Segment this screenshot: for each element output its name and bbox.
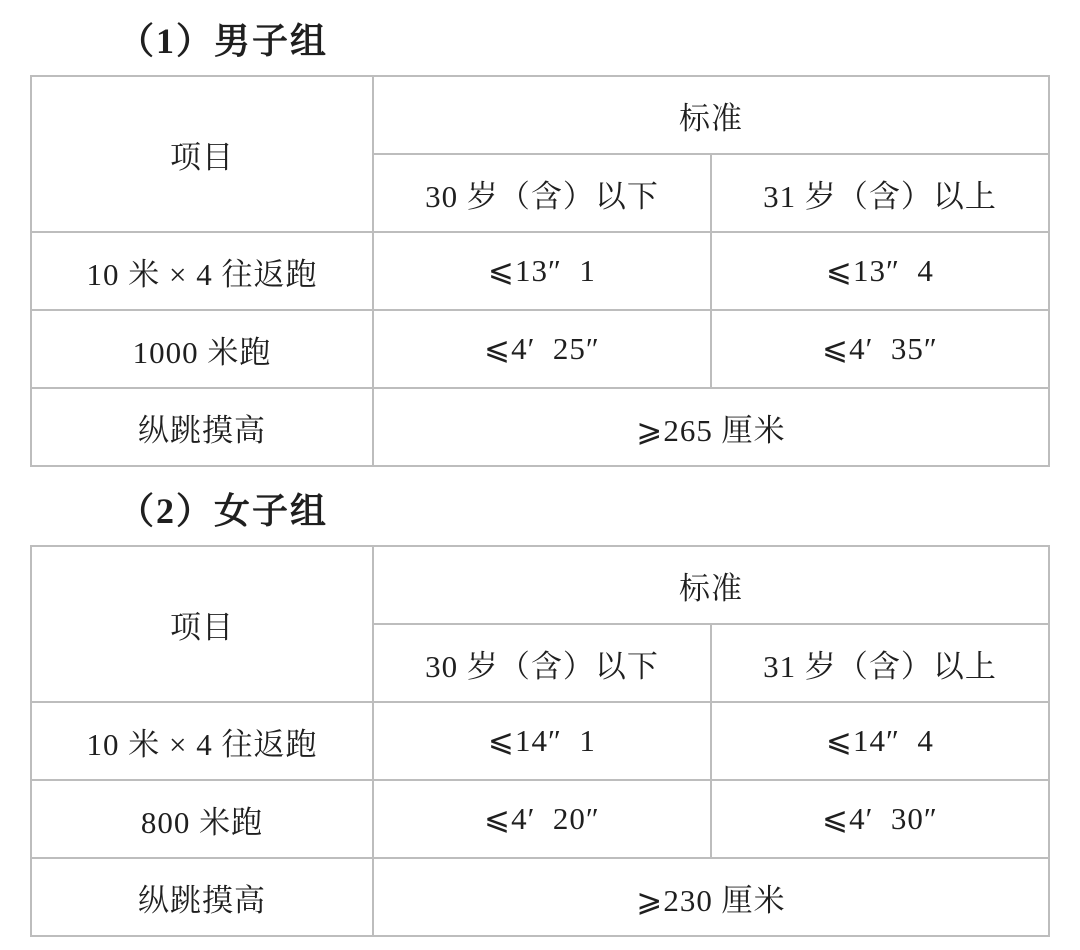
row-item: 10 米 × 4 往返跑 xyxy=(31,702,373,780)
section-women xyxy=(30,490,1048,937)
row-value-over31: ⩽4′ 35″ xyxy=(711,310,1049,388)
section-men xyxy=(30,20,1048,467)
age-column-over31: 31 岁（含）以上 xyxy=(711,624,1049,702)
standard-header-cell: 标准 xyxy=(373,546,1049,624)
item-header-cell: 项目 xyxy=(31,76,373,232)
row-item: 纵跳摸高 xyxy=(31,858,373,936)
table-row xyxy=(31,780,1049,858)
row-value-under30: ⩽14″ 1 xyxy=(373,702,711,780)
row-value-merged: ⩾265 厘米 xyxy=(373,388,1049,466)
age-column-under30: 30 岁（含）以下 xyxy=(373,624,711,702)
age-column-under30: 30 岁（含）以下 xyxy=(373,154,711,232)
women-standards-table xyxy=(30,545,1050,937)
row-value-under30: ⩽13″ 1 xyxy=(373,232,711,310)
table-row xyxy=(31,388,1049,466)
row-item: 10 米 × 4 往返跑 xyxy=(31,232,373,310)
table-row xyxy=(31,702,1049,780)
row-value-under30: ⩽4′ 20″ xyxy=(373,780,711,858)
table-row xyxy=(31,232,1049,310)
row-value-over31: ⩽14″ 4 xyxy=(711,702,1049,780)
row-value-over31: ⩽13″ 4 xyxy=(711,232,1049,310)
table-row xyxy=(31,858,1049,936)
row-item: 1000 米跑 xyxy=(31,310,373,388)
standard-header-cell: 标准 xyxy=(373,76,1049,154)
men-standards-table xyxy=(30,75,1050,467)
header-row-standard xyxy=(31,546,1049,624)
header-row-standard xyxy=(31,76,1049,154)
item-header-cell: 项目 xyxy=(31,546,373,702)
row-item: 800 米跑 xyxy=(31,780,373,858)
table-row xyxy=(31,310,1049,388)
row-item: 纵跳摸高 xyxy=(31,388,373,466)
row-value-merged: ⩾230 厘米 xyxy=(373,858,1049,936)
age-column-over31: 31 岁（含）以上 xyxy=(711,154,1049,232)
row-value-over31: ⩽4′ 30″ xyxy=(711,780,1049,858)
section-title-men: （1）男子组 xyxy=(118,21,329,61)
row-value-under30: ⩽4′ 25″ xyxy=(373,310,711,388)
section-title-women: （2）女子组 xyxy=(118,491,329,531)
